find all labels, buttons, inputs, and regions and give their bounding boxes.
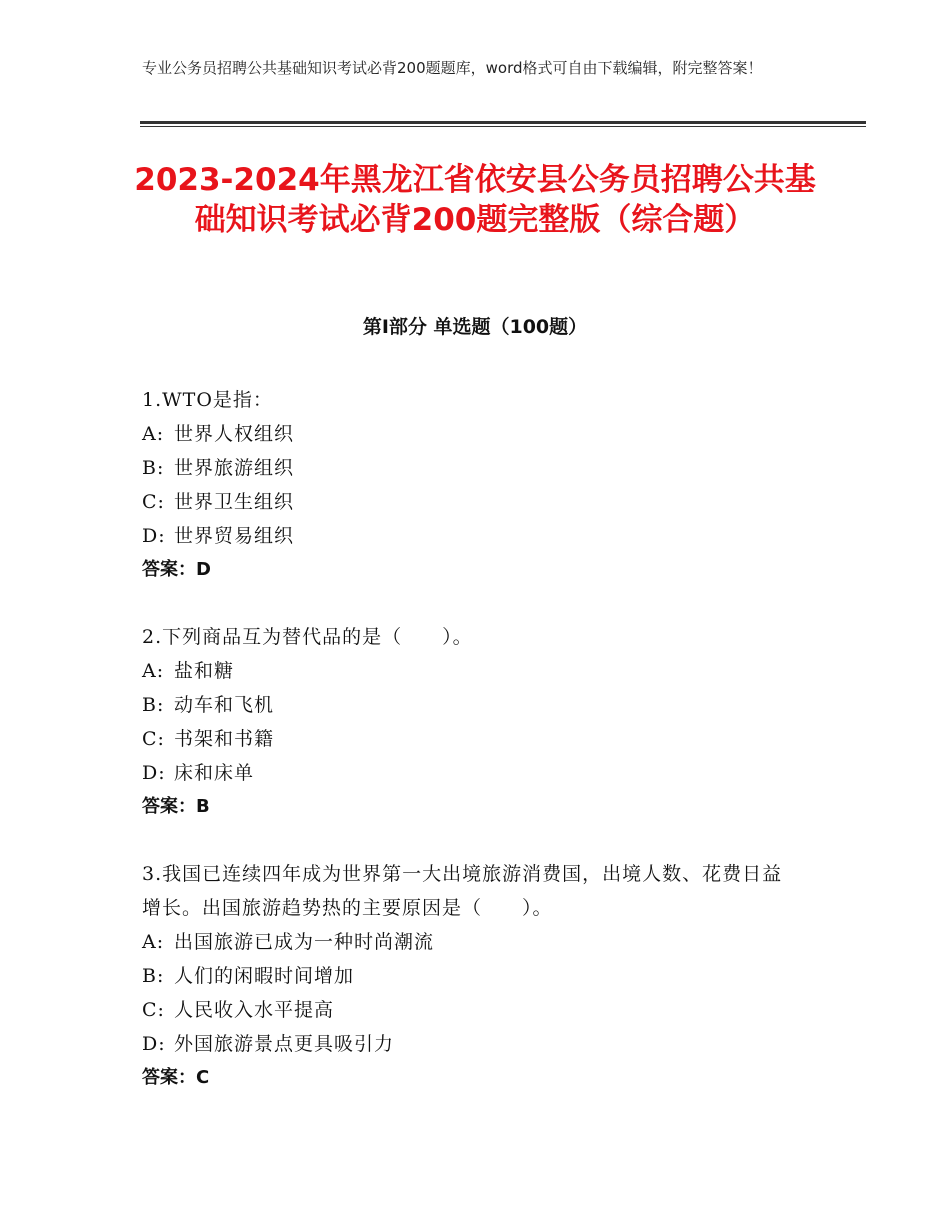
question-stem: 3.我国已连续四年成为世界第一大出境旅游消费国，出境人数、花费日益增长。出国旅游趋势热的主要原因是（ ）。 [142, 863, 783, 919]
option-text: 动车和飞机 [174, 694, 275, 716]
option-text: 出国旅游已成为一种时尚潮流 [174, 931, 435, 953]
question-2 [142, 620, 802, 824]
option-text: 世界贸易组织 [174, 525, 295, 547]
option-b [142, 959, 802, 993]
option-letter: A: [142, 423, 165, 445]
option-letter: A: [142, 660, 165, 682]
option-d [142, 756, 802, 790]
option-text: 人们的闲暇时间增加 [174, 965, 355, 987]
option-b [142, 688, 802, 722]
question-list [142, 383, 802, 1128]
option-letter: D: [142, 762, 166, 784]
option-c [142, 993, 802, 1027]
document-title: 2023-2024年黑龙江省依安县公务员招聘公共基础知识考试必背200题完整版（综合题） [134, 162, 816, 238]
answer-line: 答案：C [142, 1067, 210, 1088]
option-c [142, 722, 802, 756]
option-letter: C: [142, 728, 165, 750]
option-a [142, 925, 802, 959]
option-letter: C: [142, 491, 165, 513]
option-text: 书架和书籍 [174, 728, 275, 750]
option-text: 世界旅游组织 [174, 457, 295, 479]
question-stem: 1.WTO是指： [142, 389, 273, 411]
option-text: 世界卫生组织 [174, 491, 295, 513]
option-letter: B: [142, 694, 165, 716]
answer-line: 答案：D [142, 559, 211, 580]
header-rule-thin [140, 126, 866, 127]
option-a [142, 654, 802, 688]
option-b [142, 451, 802, 485]
option-text: 人民收入水平提高 [174, 999, 335, 1021]
option-letter: A: [142, 931, 165, 953]
option-a [142, 417, 802, 451]
header-rule-thick [140, 121, 866, 124]
question-3 [142, 857, 802, 1095]
option-d [142, 1027, 802, 1061]
question-1 [142, 383, 802, 587]
section-title: 第Ⅰ部分 单选题（100题） [362, 316, 588, 338]
option-text: 盐和糖 [174, 660, 235, 682]
option-letter: D: [142, 525, 166, 547]
question-stem: 2.下列商品互为替代品的是（ ）。 [142, 626, 473, 648]
option-letter: B: [142, 965, 165, 987]
header-note: 专业公务员招聘公共基础知识考试必背200题题库，word格式可自由下载编辑，附完整答案！ [142, 59, 763, 77]
option-d [142, 519, 802, 553]
option-text: 外国旅游景点更具吸引力 [174, 1033, 395, 1055]
option-letter: B: [142, 457, 165, 479]
option-letter: D: [142, 1033, 166, 1055]
option-text: 床和床单 [174, 762, 255, 784]
option-text: 世界人权组织 [174, 423, 295, 445]
answer-line: 答案：B [142, 796, 210, 817]
option-c [142, 485, 802, 519]
option-letter: C: [142, 999, 165, 1021]
